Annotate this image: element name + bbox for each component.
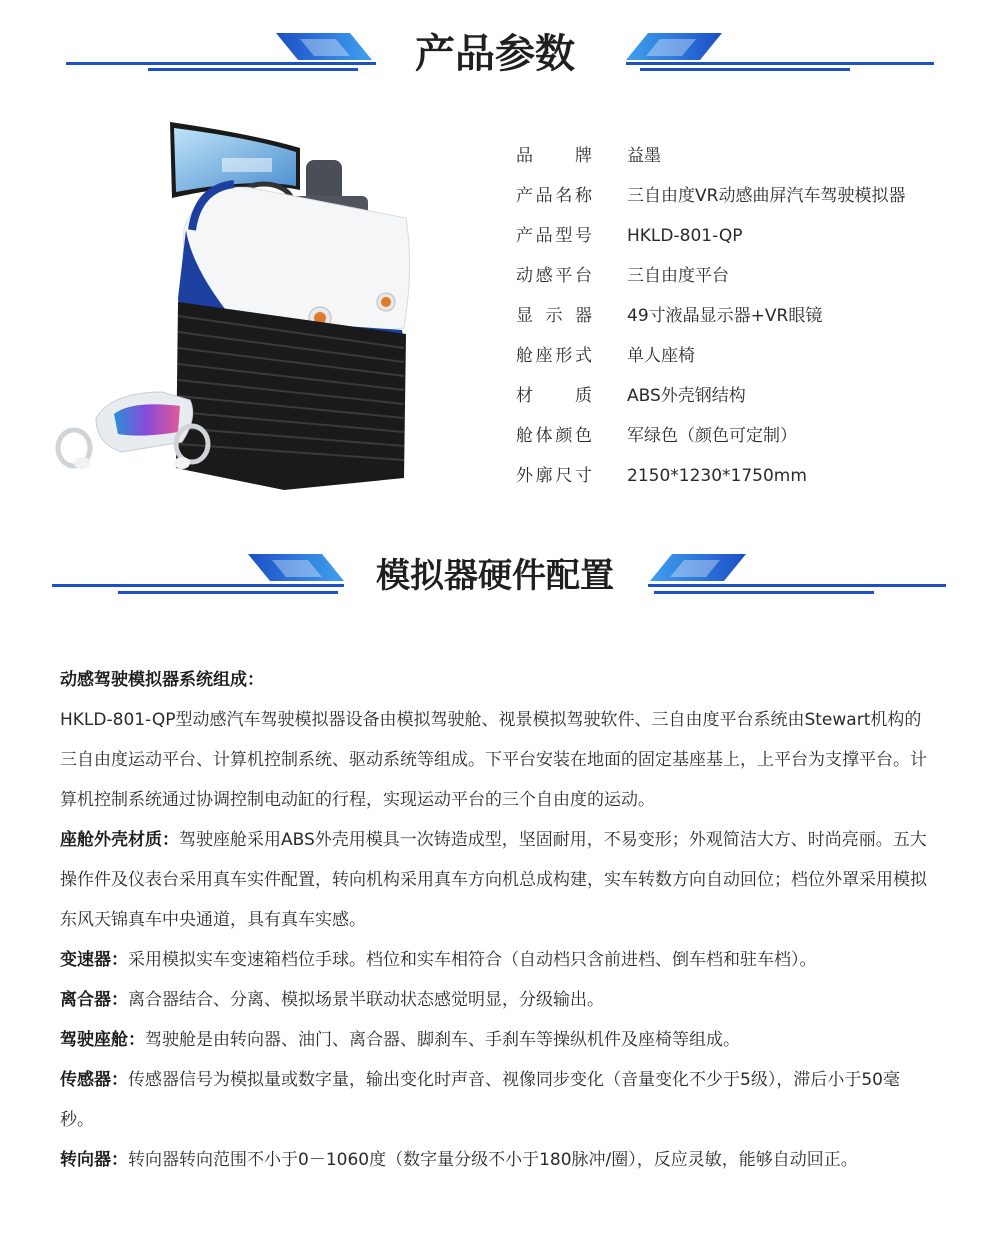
spec-row-display: [516, 296, 956, 336]
item-sensor: [60, 1060, 930, 1140]
spec-row-seat: [516, 336, 956, 376]
item-cockpit: [60, 1020, 930, 1060]
item-cabin-material: [60, 820, 930, 940]
spec-label: 显示器: [516, 306, 592, 326]
item-clutch: [60, 980, 930, 1020]
spec-label: 产品名称: [516, 186, 592, 206]
spec-value: 军绿色（颜色可定制）: [627, 426, 797, 446]
section-title: 模拟器硬件配置: [376, 556, 614, 596]
hardware-description: [60, 660, 930, 1180]
item-label: 转向器：: [60, 1150, 128, 1170]
intro-text: HKLD-801-QP型动感汽车驾驶模拟器设备由模拟驾驶舱、视景模拟驾驶软件、三自由度平台系统由Stewart机构的三自由度运动平台、计算机控制系统、驱动系统等组成。下平台安装在地面的固定基座基上，上平台为支撑平台。计算机控制系统通过协调控制电动缸的行程，实现运动平台的三个自由度的运动。: [60, 710, 927, 810]
spec-table: [516, 136, 956, 496]
spec-label: 产品型号: [516, 226, 592, 246]
spec-label: 舱体颜色: [516, 426, 592, 446]
section-title: 产品参数: [415, 31, 575, 77]
intro-heading: 动感驾驶模拟器系统组成：: [60, 670, 264, 690]
simulator-illustration: [52, 118, 432, 498]
spec-row-brand: [516, 136, 956, 176]
item-transmission: [60, 940, 930, 980]
item-text: 驾驶座舱采用ABS外壳用模具一次铸造成型，坚固耐用，不易变形；外观简洁大方、时尚亮丽。五大操作件及仪表台采用真车实件配置，转向机构采用真车方向机总成构建，实车转数方向自动回位；档位外罩采用模拟东风天锦真车中央通道，具有真车实感。: [60, 830, 927, 930]
spec-value: 三自由度VR动感曲屏汽车驾驶模拟器: [627, 186, 906, 206]
item-label: 驾驶座舱：: [60, 1030, 145, 1050]
spec-row-model: [516, 216, 956, 256]
item-text: 采用模拟实车变速箱档位手球。档位和实车相符合（自动档只含前进档、倒车档和驻车档）。: [128, 950, 817, 970]
spec-label: 舱座形式: [516, 346, 592, 366]
item-text: 驾驶舱是由转向器、油门、离合器、脚刹车、手刹车等操纵机件及座椅等组成。: [145, 1030, 740, 1050]
item-text: 转向器转向范围不小于0－1060度（数字量分级不小于180脉冲/圈），反应灵敏，能够自动回正。: [128, 1150, 858, 1170]
spec-row-material: [516, 376, 956, 416]
item-label: 传感器：: [60, 1070, 128, 1090]
spec-row-platform: [516, 256, 956, 296]
item-label: 座舱外壳材质：: [60, 830, 179, 850]
spec-row-product-name: [516, 176, 956, 216]
spec-value: 三自由度平台: [627, 266, 729, 286]
spec-row-color: [516, 416, 956, 456]
item-text: 离合器结合、分离、模拟场景半联动状态感觉明显，分级输出。: [128, 990, 604, 1010]
item-steering: [60, 1140, 930, 1180]
product-image: [52, 118, 432, 498]
item-label: 离合器：: [60, 990, 128, 1010]
spec-label: 品牌: [516, 146, 592, 166]
spec-label: 外廓尺寸: [516, 466, 592, 486]
spec-value: ABS外壳钢结构: [627, 386, 746, 406]
spec-value: HKLD-801-QP: [627, 226, 743, 246]
spec-value: 49寸液晶显示器+VR眼镜: [627, 306, 823, 326]
spec-row-dimensions: [516, 456, 956, 496]
item-text: 传感器信号为模拟量或数字量，输出变化时声音、视像同步变化（音量变化不少于5级），滞后小于50毫秒。: [60, 1070, 900, 1130]
spec-value: 单人座椅: [627, 346, 695, 366]
section-header-product-params: [0, 20, 990, 110]
spec-value: 益墨: [627, 146, 661, 166]
item-label: 变速器：: [60, 950, 128, 970]
spec-value: 2150*1230*1750mm: [627, 466, 807, 486]
spec-label: 材质: [516, 386, 592, 406]
section-header-hardware-config: [0, 545, 990, 635]
spec-label: 动感平台: [516, 266, 592, 286]
